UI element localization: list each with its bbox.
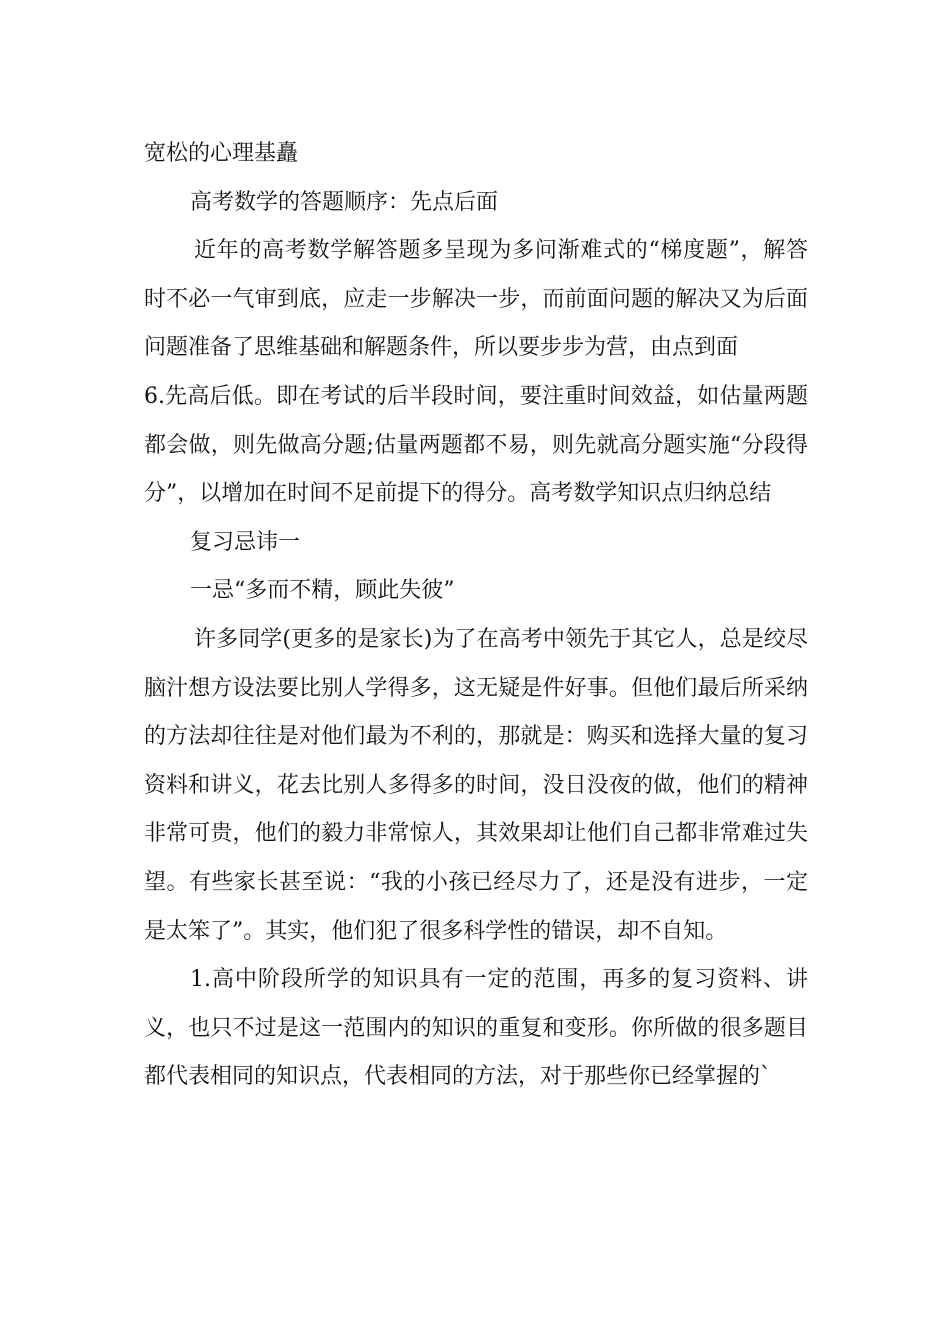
paragraph-many-students: 许多同学(更多的是家长)为了在高考中领先于其它人，总是绞尽脑汁想方设法要比别人学得多，这无疑是件好事。但他们最后所采纳的方法却往往是对他们最为不利的，那就是：购买和选择大量的复习资料和讲义，花去比别人多得多的时间，没日没夜的做，他们的精神非常可贵，他们的毅力非常惊人，其效果却让他们自己都非常难过失望。有些家长甚至说：“我的小孩已经尽力了，还是没有进步，一定是太笨了”。其实，他们犯了很多科学性的错误，却不自知。	[144, 626, 808, 944]
paragraph-point-one: 1.高中阶段所学的知识具有一定的范围，再多的复习资料、讲义，也只不过是这一范围内的知识的重复和变形。你所做的很多题目都代表相同的知识点，代表相同的方法，对于那些你已经掌握的`	[144, 967, 808, 1090]
paragraph-heading-taboo-one: 复习忌讳一	[190, 529, 301, 555]
document-body	[144, 130, 808, 1102]
paragraph-heading-mindset: 宽松的心理基矗	[144, 141, 299, 166]
paragraph-heading-answer-order: 高考数学的答题顺序：先点后面	[190, 189, 499, 215]
paragraph-high-score-first: 6.先高后低。即在考试的后半段时间，要注重时间效益，如估量两题都会做，则先做高分题;估量两题都不易，则先就高分题实施“分段得分”，以增加在时间不足前提下的得分。高考数学知识点归纳总结	[144, 383, 808, 507]
paragraph-gradient-questions: 近年的高考数学解答题多呈现为多问渐难式的“梯度题”，解答时不必一气审到底，应走一步解决一步，而前面问题的解决又为后面问题准备了思维基础和解题条件，所以要步步为营，由点到面	[144, 238, 808, 361]
paragraph-heading-taboo-quote: 一忌“多而不精，顾此失彼”	[190, 578, 455, 604]
